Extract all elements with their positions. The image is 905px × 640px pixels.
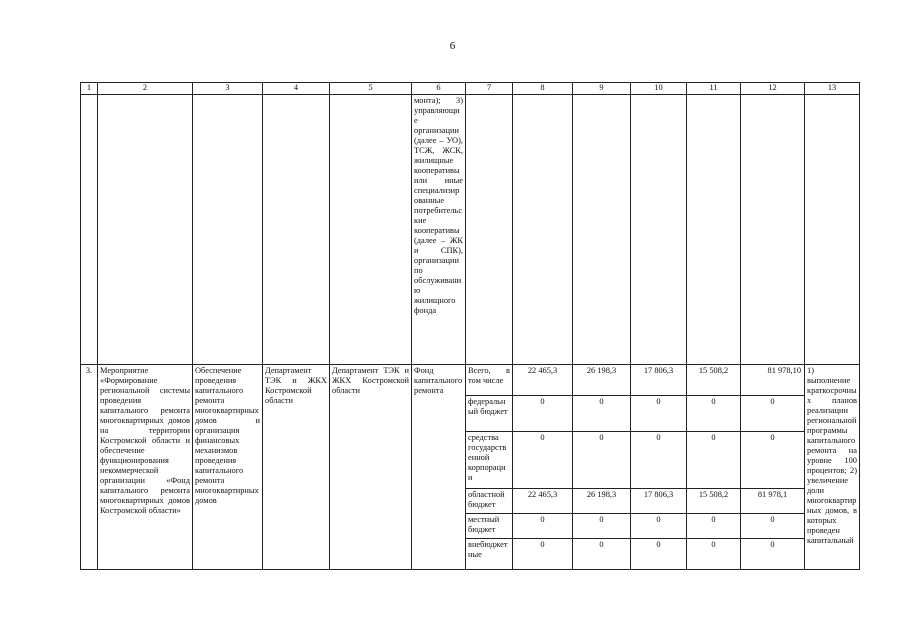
- funding-value: 0: [573, 432, 631, 489]
- participants-continued-text: монта); 3) управляющие организации (далее – УО), ТСЖ, ЖСК, жилищные кооперативы или иные специализированные потребительские кооперативы (далее – ЖК и СПК), организации по обслуживанию жилищного фонда: [412, 95, 466, 365]
- column-header: 3: [193, 83, 263, 95]
- funding-value: 0: [687, 539, 741, 570]
- column-header: 1: [81, 83, 98, 95]
- continuation-row: [81, 95, 860, 365]
- funding-value: 15 508,2: [687, 489, 741, 514]
- column-header: 4: [263, 83, 330, 95]
- funding-value: 0: [631, 396, 687, 432]
- funding-source: средства государственной корпорации: [466, 432, 513, 489]
- funding-value: 0: [513, 432, 573, 489]
- responsible-executor: Департамент ТЭК и ЖКХ Костромской области: [263, 365, 330, 570]
- funding-source: внебюджетные: [466, 539, 513, 570]
- empty-cell: [466, 95, 513, 365]
- column-header: 5: [330, 83, 412, 95]
- funding-value: 0: [687, 514, 741, 539]
- funding-value: 0: [513, 514, 573, 539]
- funding-value: 0: [513, 396, 573, 432]
- empty-cell: [513, 95, 573, 365]
- funding-source: федеральный бюджет: [466, 396, 513, 432]
- empty-cell: [573, 95, 631, 365]
- column-header: 10: [631, 83, 687, 95]
- column-header: 9: [573, 83, 631, 95]
- funding-source: областной бюджет: [466, 489, 513, 514]
- empty-cell: [631, 95, 687, 365]
- column-header: 12: [741, 83, 805, 95]
- funding-value: 0: [741, 539, 805, 570]
- funding-value: 0: [573, 514, 631, 539]
- funding-value: 15 508,2: [687, 365, 741, 396]
- funding-value: 17 806,3: [631, 489, 687, 514]
- expected-result: 1) выполнение краткосрочных планов реализации региональной программы капитального ремонта на уровне 100 процентов; 2) увеличение доли многоквартирных домов, в которых проведен капитальный: [805, 365, 860, 570]
- column-header: 2: [98, 83, 193, 95]
- funding-value: 0: [687, 432, 741, 489]
- table-row: [81, 365, 860, 396]
- empty-cell: [687, 95, 741, 365]
- column-header: 8: [513, 83, 573, 95]
- participant: Фонд капитального ремонта: [412, 365, 466, 570]
- funding-value: 0: [631, 432, 687, 489]
- event-goal: Обеспечение проведения капитального ремонта многоквартирных домов и организация финансовых механизмов проведения капитального ремонта многоквартирных домов: [193, 365, 263, 570]
- co-executor: Департамент ТЭК и ЖКХ Костромской области: [330, 365, 412, 570]
- column-number-row: [81, 83, 860, 95]
- funding-value: 0: [741, 432, 805, 489]
- empty-cell: [193, 95, 263, 365]
- funding-value: 81 978,1: [741, 489, 805, 514]
- funding-value: 0: [573, 539, 631, 570]
- funding-value: 0: [573, 396, 631, 432]
- empty-cell: [805, 95, 860, 365]
- funding-value: 17 806,3: [631, 365, 687, 396]
- row-number: 3.: [81, 365, 98, 570]
- funding-value: 0: [687, 396, 741, 432]
- funding-value: 0: [741, 396, 805, 432]
- funding-source: местный бюджет: [466, 514, 513, 539]
- page-number: 6: [449, 40, 456, 52]
- column-header: 13: [805, 83, 860, 95]
- column-header: 6: [412, 83, 466, 95]
- event-name: Мероприятие «Формирование региональной системы проведения капитального ремонта многоквартирных домов на территории Костромской области и обеспечение функционирования некоммерческой организации «Фонд капитального ремонта многоквартирных домов Костромской области»: [98, 365, 193, 570]
- funding-value: 0: [631, 514, 687, 539]
- funding-value: 22 465,3: [513, 365, 573, 396]
- empty-cell: [263, 95, 330, 365]
- funding-value: 81 978,10: [741, 365, 805, 396]
- empty-cell: [98, 95, 193, 365]
- column-header: 7: [466, 83, 513, 95]
- funding-value: 22 465,3: [513, 489, 573, 514]
- funding-source: Всего, в том числе: [466, 365, 513, 396]
- funding-value: 0: [631, 539, 687, 570]
- funding-value: 0: [513, 539, 573, 570]
- empty-cell: [741, 95, 805, 365]
- funding-value: 0: [741, 514, 805, 539]
- funding-value: 26 198,3: [573, 365, 631, 396]
- empty-cell: [330, 95, 412, 365]
- funding-value: 26 198,3: [573, 489, 631, 514]
- program-table: [80, 82, 860, 570]
- empty-cell: [81, 95, 98, 365]
- column-header: 11: [687, 83, 741, 95]
